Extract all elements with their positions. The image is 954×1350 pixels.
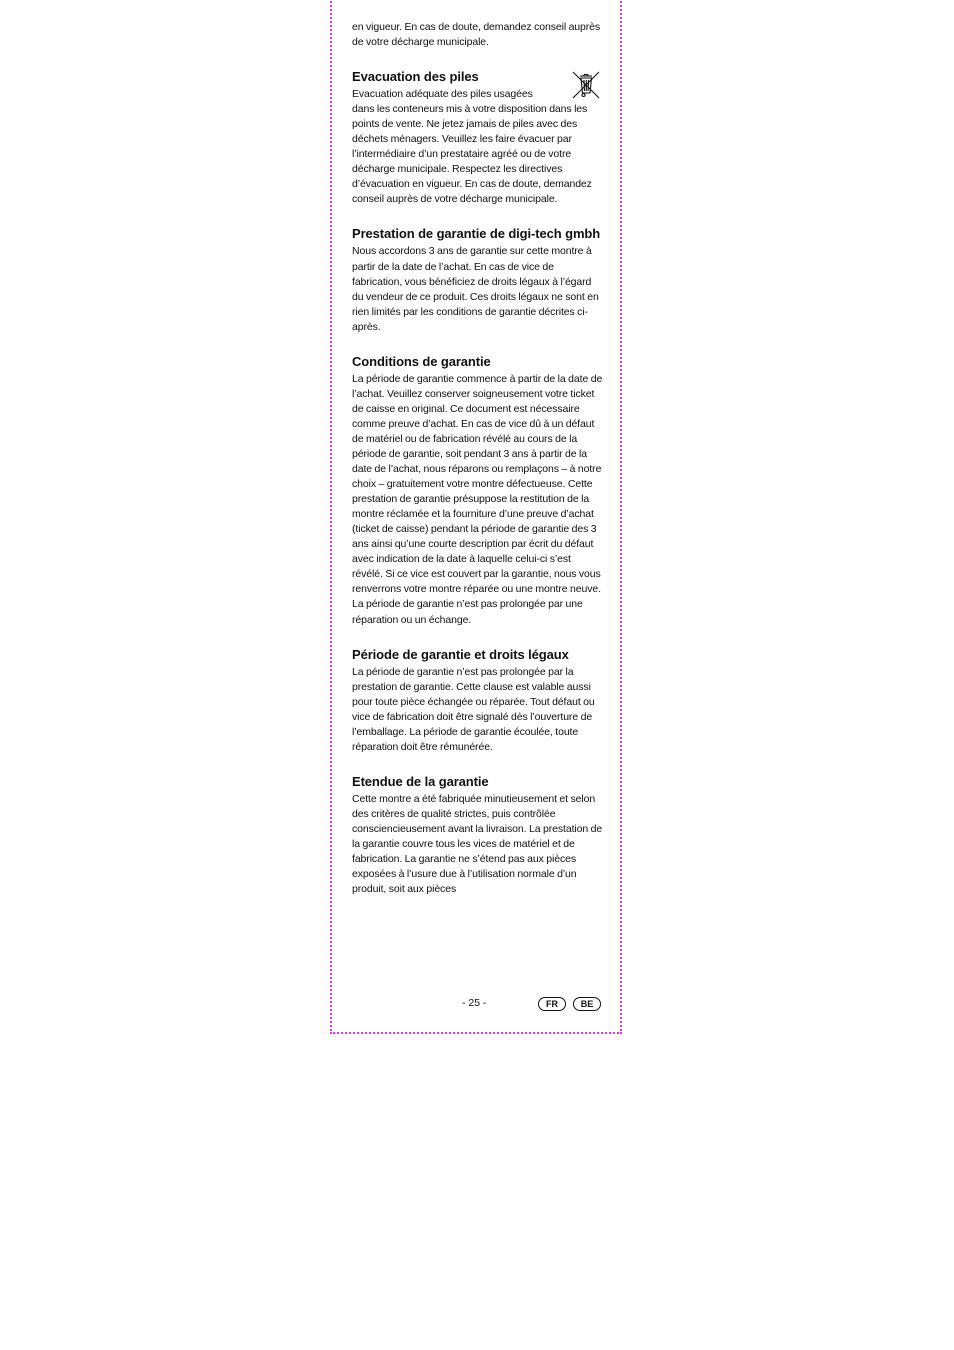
section-warranty-service: [352, 224, 604, 334]
section-paragraph: Nous accordons 3 ans de garantie sur cette montre à partir de la date de l’achat. En cas de vice de fabrication, vous bénéficiez de droits légaux à l’égard du vendeur de ce produit. Ces droits légaux ne sont en rien limités par les conditions de garantie décrites ci-après.: [352, 245, 599, 333]
section-paragraph: dans les conteneurs mis à votre disposition dans les points de vente. Ne jetez jamais de piles avec des déchets ménagers. Veuillez les faire évacuer par l’intermédiaire d’un prestataire agréé ou de votre décharge municipale. Respectez les directives d’évacuation en vigueur. En cas de doute, demandez conseil auprès de votre décharge municipale.: [352, 103, 592, 206]
section-warranty-conditions: [352, 352, 604, 628]
document-content: [352, 20, 604, 897]
section-title: Etendue de la garantie: [352, 773, 489, 789]
language-badge-fr: FR: [538, 997, 566, 1011]
section-paragraph: Evacuation adéquate des piles usagées: [352, 88, 533, 101]
section-battery-disposal: [352, 67, 604, 207]
section-paragraph: La période de garantie n’est pas prolongée par la prestation de garantie. Cette clause est valable aussi pour toute pièce échangée ou réparée. Tout défaut ou vice de fabrication doit être signalé dès l’ouverture de l’emballage. La période de garantie écoulée, toute réparation doit être rémunérée.: [352, 665, 595, 753]
section-paragraph: La période de garantie commence à partir de la date de l’achat. Veuillez conserver soigneusement votre ticket de caisse en original. Ce document est nécessaire comme preuve d’achat. En cas de vice dû à un défaut de matériel ou de fabrication révélé au cours de la période de garantie, soit pendant 3 ans à partir de la date de l’achat, nous réparons ou remplaçons – à notre choix – gratuitement votre montre défectueuse. Cette prestation de garantie présuppose la restitution de la montre réclamée et la fourniture d’une preuve d’achat (ticket de caisse) pendant la période de garantie des 3 ans ainsi qu’une courte description par écrit du défaut avec indication de la date à laquelle celui-ci s’est révélé. Si ce vice est couvert par la garantie, nous vous renverrons votre montre réparée ou une montre neuve. La période de garantie n’est pas prolongée par une réparation ou un échange.: [352, 372, 603, 626]
section-title: Conditions de garantie: [352, 353, 491, 369]
section-warranty-period: [352, 645, 604, 755]
section-title: Période de garantie et droits légaux: [352, 646, 569, 662]
crossed-out-wheelie-bin-icon: [571, 70, 601, 100]
language-badge-be: BE: [573, 997, 601, 1011]
section-paragraph: Cette montre a été fabriquée minutieusement et selon des critères de qualité strictes, puis contrôlée consciencieusement avant la livraison. La prestation de la garantie couvre tous les vices de matériel et de fabrication. La garantie ne s’étend pas aux pièces exposées à l’usure due à l’utilisation normale d’un produit, soit aux pièces: [352, 792, 603, 896]
section-title: Evacuation des piles: [352, 69, 479, 85]
page-footer: [352, 994, 604, 1014]
section-warranty-scope: [352, 772, 604, 897]
page-number: - 25 -: [462, 997, 487, 1009]
section-title: Prestation de garantie de digi-tech gmbh: [352, 226, 601, 242]
intro-paragraph: en vigueur. En cas de doute, demandez conseil auprès de votre décharge municipale.: [352, 21, 601, 49]
